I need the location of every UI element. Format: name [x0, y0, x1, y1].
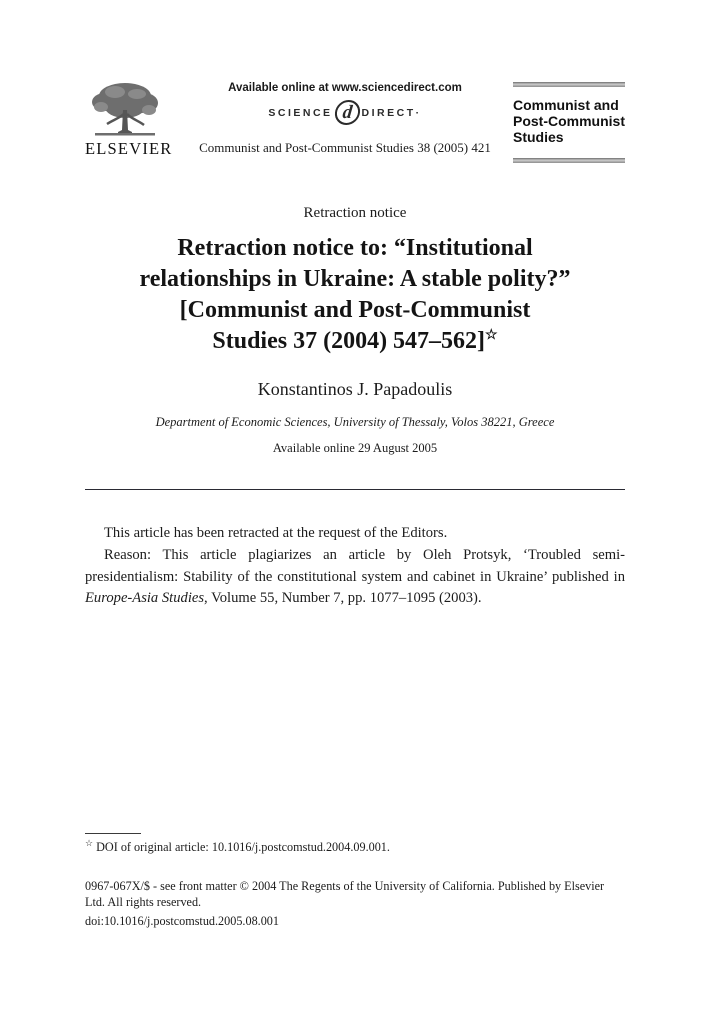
footnote-rule — [85, 833, 141, 834]
retraction-body — [85, 523, 625, 609]
title-line: relationships in Ukraine: A stable polity?” — [139, 265, 571, 292]
retraction-statement: This article has been retracted at the request of the Editors. — [104, 525, 448, 542]
sciencedirect-science-text: SCIENCE — [268, 106, 333, 119]
sciencedirect-direct-text: DIRECT — [361, 106, 416, 119]
title-footnote-marker-icon: ☆ — [485, 328, 498, 344]
retraction-reason: Reason: This article plagiarizes an article by Oleh Protsyk, ‘Troubled semi-presidentialism: Stability of the constitutional system and cabinet in Ukraine’ published in Europe-Asia Studies, Volume 55, Number 7, pp. 1077–1095 (2003). — [85, 547, 625, 607]
elsevier-tree-icon — [87, 80, 163, 138]
available-online-text: Available online at www.sciencedirect.com — [228, 82, 462, 94]
journal-title-block — [513, 82, 625, 163]
journal-name-line: Communist and — [513, 97, 619, 113]
page-header — [85, 80, 625, 163]
title-line: Studies 37 (2004) 547–562]☆ — [212, 328, 498, 355]
title-line: [Communist and Post-Communist — [179, 297, 531, 324]
cited-journal-name: Europe-Asia Studies — [85, 590, 205, 607]
copyright-line: 0967-067X/$ - see front matter © 2004 The Regents of the University of California. Published by Elsevier Ltd. All rights reserved. — [85, 879, 605, 910]
doi-line: doi:10.1016/j.postcomstud.2005.08.001 — [85, 914, 279, 929]
journal-citation: Communist and Post-Communist Studies 38 (2005) 421 — [199, 140, 491, 155]
sciencedirect-trademark-dot: · — [415, 106, 422, 119]
footnote-block — [85, 833, 625, 855]
header-divider-rule — [85, 489, 625, 490]
section-label: Retraction notice — [303, 204, 407, 221]
elsevier-wordmark: ELSEVIER — [85, 139, 173, 158]
author-affiliation: Department of Economic Sciences, University of Thessaly, Volos 38221, Greece — [155, 415, 555, 430]
elsevier-logo — [85, 80, 177, 159]
sciencedirect-logo — [177, 100, 513, 125]
journal-name-line: Post-Communist — [513, 113, 625, 130]
article-title — [85, 233, 625, 358]
copyright-block — [85, 878, 625, 929]
author-name: Konstantinos J. Papadoulis — [257, 379, 453, 400]
footnote-marker-icon: ☆ — [85, 838, 94, 848]
journal-name — [513, 87, 625, 158]
journal-name-line: Studies — [513, 129, 564, 146]
doi-footnote: ☆ DOI of original article: 10.1016/j.postcomstud.2004.09.001. — [85, 838, 390, 855]
available-online-date: Available online 29 August 2005 — [272, 441, 438, 456]
journal-block-bottom-rule — [513, 158, 625, 163]
sciencedirect-d-icon: d — [333, 100, 361, 125]
header-center — [177, 80, 513, 156]
title-line: Retraction notice to: “Institutional — [177, 234, 533, 261]
